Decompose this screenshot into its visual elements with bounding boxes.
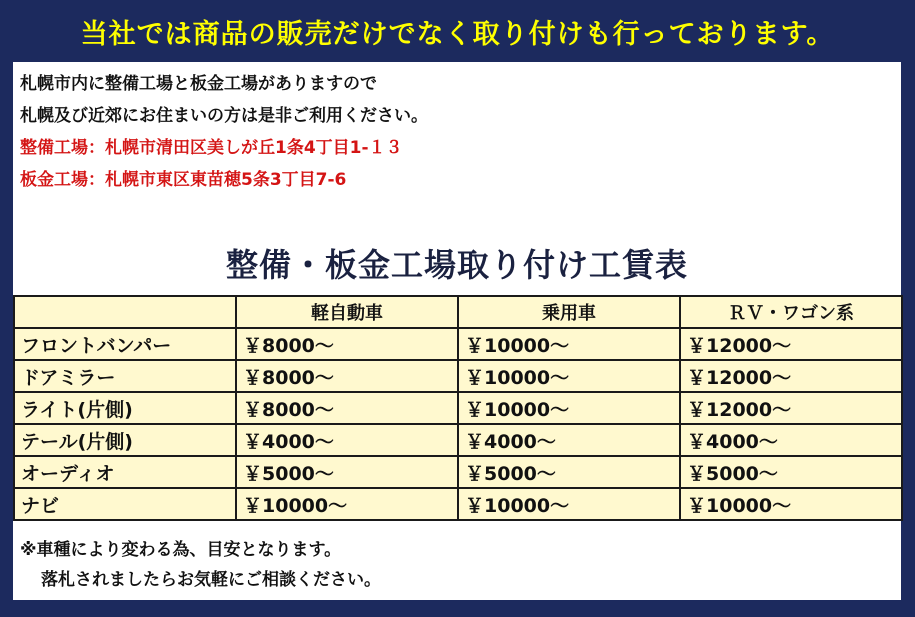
price-rv: ￥12000～ [680,392,902,424]
price-passenger: ￥10000～ [458,488,680,520]
row-item: ドアミラー [14,360,236,392]
column-header-kei: 軽自動車 [236,296,458,328]
price-passenger: ￥10000～ [458,360,680,392]
notes [20,535,381,595]
info-line-2: 札幌及び近郊にお住まいの方は是非ご利用ください。 [20,106,428,126]
price-kei: ￥8000～ [236,328,458,360]
rates-table [13,295,903,521]
column-header-passenger: 乗用車 [458,296,680,328]
table-row [14,392,902,424]
banner-heading: 当社では商品の販売だけでなく取り付けも行っております。 [80,18,835,50]
column-header-item [14,296,236,328]
note-line-1: ※車種により変わる為、目安となります。 [20,540,342,560]
table-row [14,360,902,392]
price-rv: ￥4000～ [680,424,902,456]
price-kei: ￥10000～ [236,488,458,520]
price-rv: ￥10000～ [680,488,902,520]
price-kei: ￥4000～ [236,424,458,456]
content-panel [13,62,901,600]
table-header-row [14,296,902,328]
price-rv: ￥5000～ [680,456,902,488]
price-passenger: ￥5000～ [458,456,680,488]
maintenance-factory-address: 整備工場：札幌市清田区美しが丘1条4丁目1-１３ [20,138,403,158]
price-kei: ￥8000～ [236,360,458,392]
column-header-rv: ＲＶ・ワゴン系 [680,296,902,328]
table-row [14,424,902,456]
row-item: ナビ [14,488,236,520]
row-item: テール(片側) [14,424,236,456]
price-passenger: ￥10000～ [458,328,680,360]
row-item: フロントバンパー [14,328,236,360]
info-line-1: 札幌市内に整備工場と板金工場がありますので [20,74,377,94]
price-passenger: ￥10000～ [458,392,680,424]
table-title: 整備・板金工場取り付け工賃表 [225,246,688,284]
table-row [14,328,902,360]
sheetmetal-factory-address: 板金工場：札幌市東区東苗穂5条3丁目7-6 [20,170,347,190]
row-item: オーディオ [14,456,236,488]
price-passenger: ￥4000～ [458,424,680,456]
table-row [14,456,902,488]
factory-info [20,68,428,196]
row-item: ライト(片側) [14,392,236,424]
table-row [14,488,902,520]
price-kei: ￥8000～ [236,392,458,424]
price-kei: ￥5000～ [236,456,458,488]
price-rv: ￥12000～ [680,328,902,360]
price-rv: ￥12000～ [680,360,902,392]
note-line-2: 落札されましたらお気軽にご相談ください。 [41,570,381,590]
